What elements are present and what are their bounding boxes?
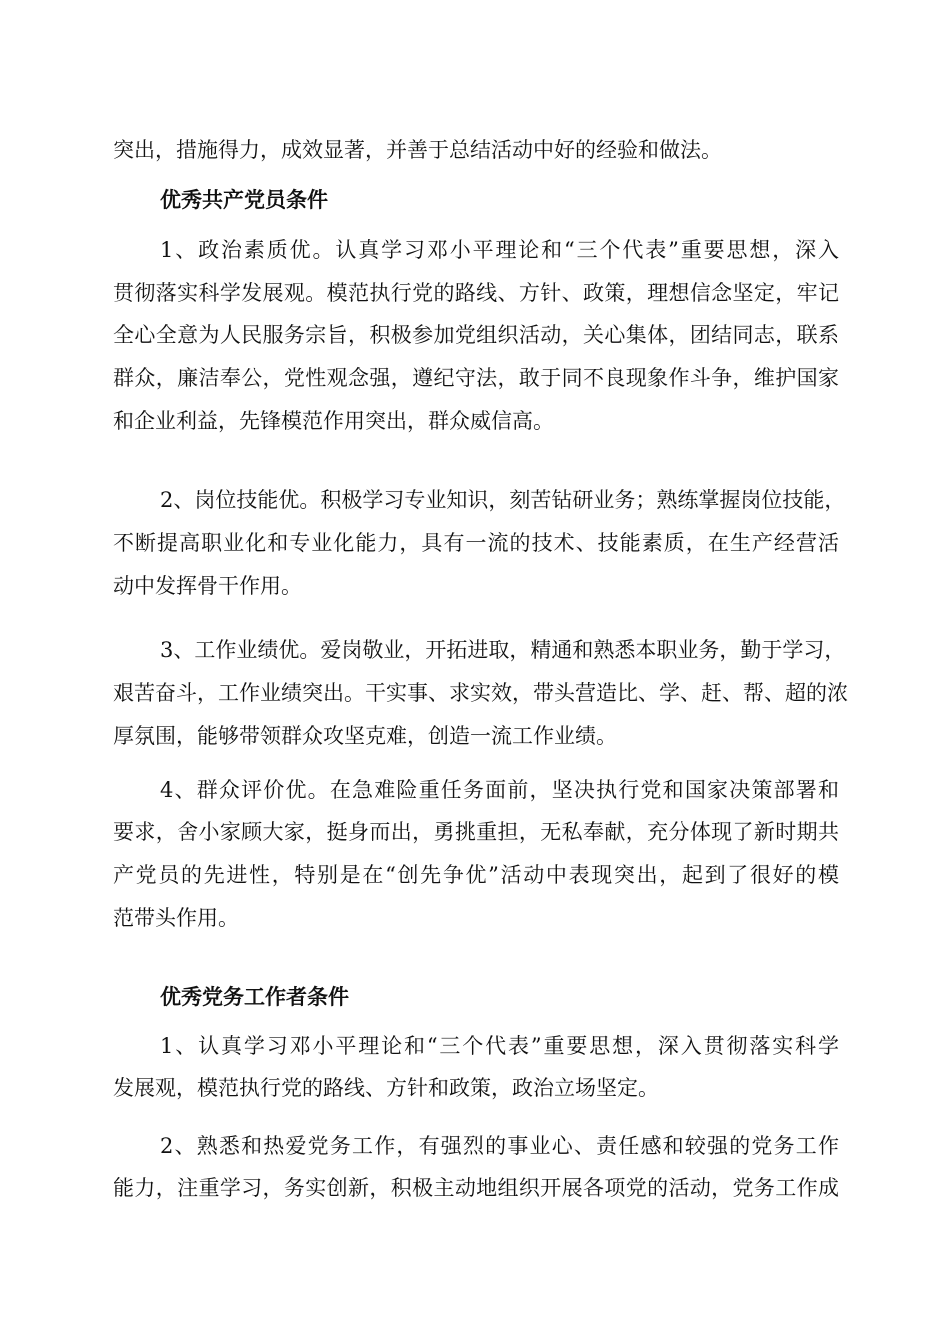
paragraph-line: 群众，廉洁奉公，党性观念强，遵纪守法，敢于同不良现象作斗争，维护国家 <box>113 366 839 390</box>
paragraph-line: 动中发挥骨干作用。 <box>113 574 302 598</box>
paragraph-line: 艰苦奋斗，工作业绩突出。干实事、求实效，带头营造比、学、赶、帮、超的浓 <box>113 681 848 705</box>
paragraph-line: 1、认真学习邓小平理论和“三个代表”重要思想，深入贯彻落实科学 <box>160 1034 839 1058</box>
paragraph-line: 突出，措施得力，成效显著，并善于总结活动中好的经验和做法。 <box>113 138 722 162</box>
paragraph-line: 要求，舍小家顾大家，挺身而出，勇挑重担，无私奉献，充分体现了新时期共 <box>113 820 839 844</box>
paragraph-line: 产党员的先进性，特别是在“创先争优”活动中表现突出，起到了很好的模 <box>113 863 839 887</box>
paragraph-line: 贯彻落实科学发展观。模范执行党的路线、方针、政策，理想信念坚定，牢记 <box>113 281 839 305</box>
paragraph-line: 2、岗位技能优。积极学习专业知识，刻苦钻研业务；熟练掌握岗位技能， <box>160 488 846 512</box>
paragraph-line: 厚氛围，能够带领群众攻坚克难，创造一流工作业绩。 <box>113 724 617 748</box>
section-heading: 优秀共产党员条件 <box>160 187 328 212</box>
paragraph-line: 全心全意为人民服务宗旨，积极参加党组织活动，关心集体，团结同志，联系 <box>113 323 839 347</box>
paragraph-line: 能力，注重学习，务实创新，积极主动地组织开展各项党的活动，党务工作成 <box>113 1176 839 1200</box>
paragraph-line: 1、政治素质优。认真学习邓小平理论和“三个代表”重要思想，深入 <box>160 238 839 262</box>
section-heading: 优秀党务工作者条件 <box>160 984 349 1009</box>
paragraph-line: 不断提高职业化和专业化能力，具有一流的技术、技能素质，在生产经营活 <box>113 531 839 555</box>
paragraph-line: 2、熟悉和热爱党务工作，有强烈的事业心、责任感和较强的党务工作 <box>160 1134 839 1158</box>
paragraph-line: 发展观，模范执行党的路线、方针和政策，政治立场坚定。 <box>113 1076 659 1100</box>
paragraph-line: 和企业利益，先锋模范作用突出，群众威信高。 <box>113 409 554 433</box>
paragraph-line: 3、工作业绩优。爱岗敬业，开拓进取，精通和熟悉本职业务，勤于学习， <box>160 638 846 662</box>
paragraph-line: 4、群众评价优。在急难险重任务面前，坚决执行党和国家决策部署和 <box>160 778 839 802</box>
paragraph-line: 范带头作用。 <box>113 906 239 930</box>
